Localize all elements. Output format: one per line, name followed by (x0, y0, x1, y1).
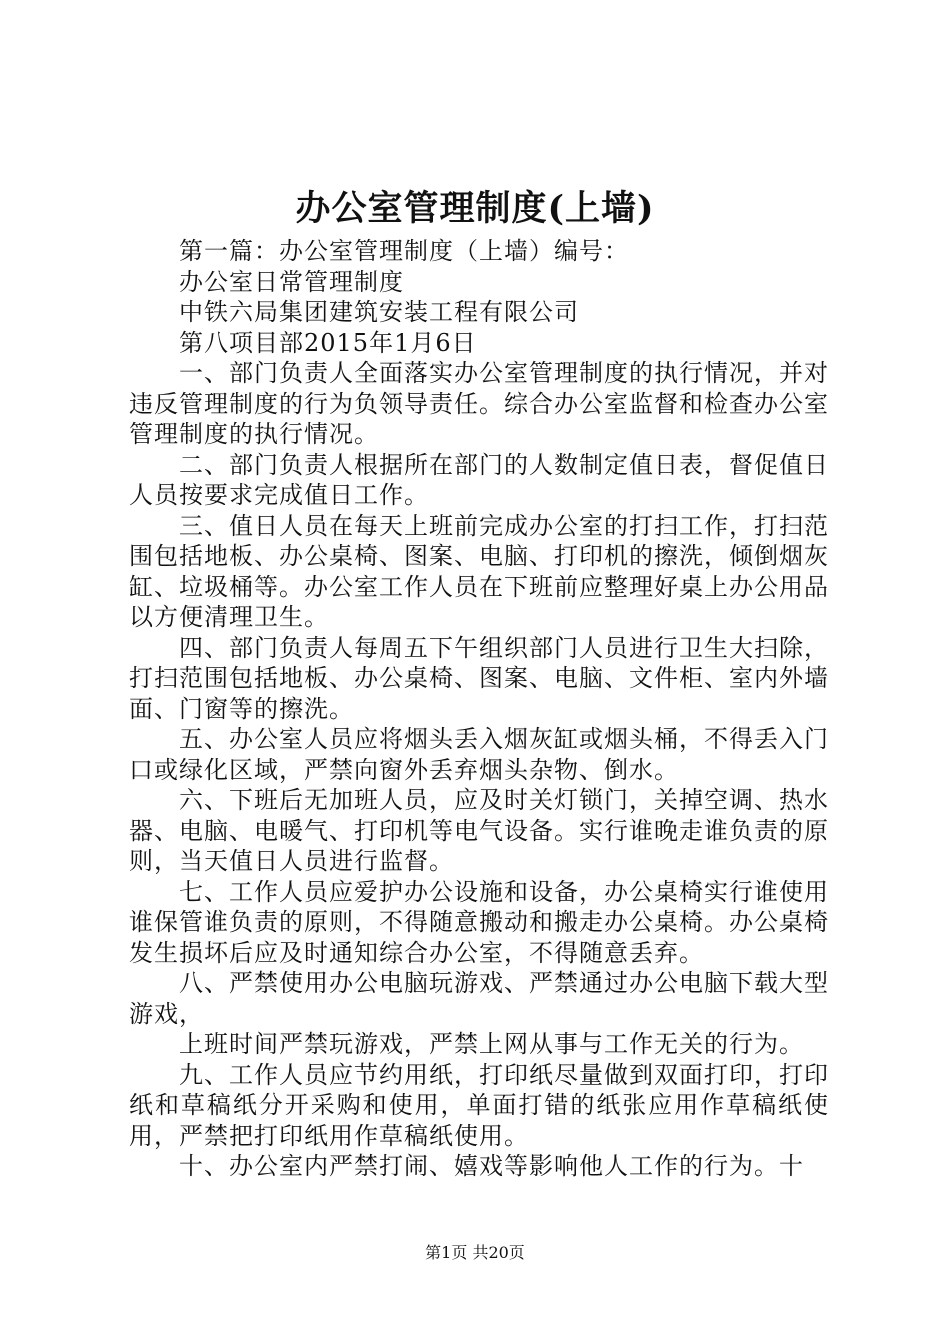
paragraph: 办公室日常管理制度 (179, 267, 404, 296)
paragraph: 第八项目部2015年1月6日 (179, 328, 477, 357)
paragraph: 九、工作人员应节约用纸，打印纸尽量做到双面打印，打印纸和草稿纸分开采购和使用，单面打错的纸张应用作草稿纸使用，严禁把打印纸用作草稿纸使用。 (129, 1060, 829, 1150)
paragraph: 中铁六局集团建筑安装工程有限公司 (179, 298, 579, 326)
paragraph: 第一篇：办公室管理制度（上墙）编号： (179, 237, 629, 265)
paragraph: 三、值日人员在每天上班前完成办公室的打扫工作，打扫范围包括地板、办公桌椅、图案、电脑、打印机的擦洗，倾倒烟灰缸、垃圾桶等。办公室工作人员在下班前应整理好桌上办公用品以方便清理卫生。 (129, 511, 829, 631)
paragraph: 四、部门负责人每周五下午组织部门人员进行卫生大扫除，打扫范围包括地板、办公桌椅、图案、电脑、文件柜、室内外墙面、门窗等的擦洗。 (129, 633, 829, 723)
document-body (129, 236, 829, 1182)
paragraph: 五、办公室人员应将烟头丢入烟灰缸或烟头桶，不得丢入门口或绿化区域，严禁向窗外丢弃烟头杂物、倒水。 (129, 725, 829, 784)
paragraph: 六、下班后无加班人员，应及时关灯锁门，关掉空调、热水器、电脑、电暖气、打印机等电气设备。实行谁晚走谁负责的原则，当天值日人员进行监督。 (129, 786, 829, 875)
paragraph: 八、严禁使用办公电脑玩游戏、严禁通过办公电脑下载大型游戏， (129, 969, 829, 1028)
paragraph: 一、部门负责人全面落实办公室管理制度的执行情况，并对违反管理制度的行为负领导责任。综合办公室监督和检查办公室管理制度的执行情况。 (129, 359, 829, 448)
page-number-footer: 第1页 共20页 (425, 1243, 525, 1262)
paragraph: 十、办公室内严禁打闹、嬉戏等影响他人工作的行为。十 (179, 1152, 804, 1180)
document-title: 办公室管理制度(上墙) (295, 188, 655, 229)
paragraph: 七、工作人员应爱护办公设施和设备，办公桌椅实行谁使用谁保管谁负责的原则，不得随意搬动和搬走办公桌椅。办公桌椅发生损坏后应及时通知综合办公室，不得随意丢弃。 (129, 877, 829, 967)
paragraph: 二、部门负责人根据所在部门的人数制定值日表，督促值日人员按要求完成值日工作。 (129, 450, 829, 509)
paragraph: 上班时间严禁玩游戏，严禁上网从事与工作无关的行为。 (179, 1030, 804, 1058)
